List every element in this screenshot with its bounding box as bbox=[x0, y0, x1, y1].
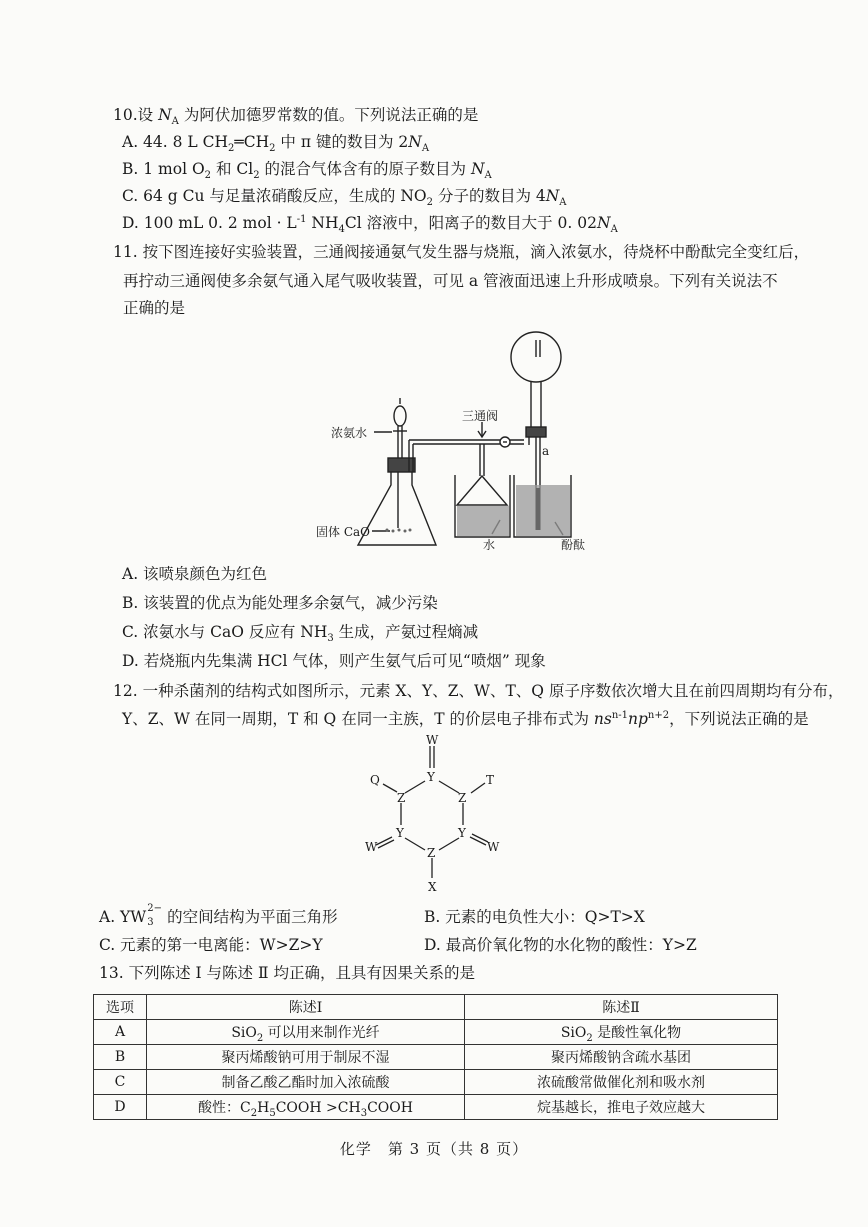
atom-t: T bbox=[486, 773, 495, 787]
q11-stem-line1: 11. 按下图连接好实验装置，三通阀接通氨气发生器与烧瓶，滴入浓氨水，待烧杯中酚酞完全变红后， bbox=[113, 243, 810, 261]
label-a: a bbox=[542, 444, 550, 458]
q13-table bbox=[93, 994, 778, 1120]
q10-option-d: D. 100 mL 0. 2 mol · $L^{-1}$ $NH_4Cl$ 溶液中，阳离子的数目大于 0. $02N_A$ bbox=[122, 213, 618, 236]
table-row bbox=[94, 1045, 778, 1070]
atom-y-right: Y bbox=[458, 826, 466, 840]
q11-stem-line3: 正确的是 bbox=[123, 299, 186, 317]
atom-z-left: Z bbox=[397, 791, 406, 805]
q12-option-c: C. 元素的第一电离能：W>Z>Y bbox=[99, 936, 323, 954]
atom-w-left: W bbox=[365, 840, 378, 854]
row-statement-1: 聚丙烯酸钠可用于制尿不湿 bbox=[147, 1045, 465, 1070]
q12-stem-line1: 12. 一种杀菌剂的结构式如图所示，元素 X、Y、Z、W、T、Q 原子序数依次增大且在前四周期均有分布， bbox=[113, 682, 844, 700]
row-statement-1: SiO$_2$ 可以用来制作光纤 bbox=[147, 1020, 465, 1045]
atom-y-left: Y bbox=[396, 826, 404, 840]
label-phenolphthalein: 酚酞 bbox=[561, 538, 586, 552]
q12-option-b: B. 元素的电负性大小：Q>T>X bbox=[424, 908, 645, 926]
page-footer: 化学 第 3 页（共 8 页） bbox=[339, 1140, 529, 1158]
q12-option-a: A. YW 2− 3 的空间结构为平面三角形 bbox=[99, 903, 338, 928]
label-three-way-valve: 三通阀 bbox=[462, 409, 499, 423]
atom-q: Q bbox=[370, 773, 380, 787]
q10-option-b: B. 1 mol $O_2$ 和 $Cl_2$ 的混合气体含有的原子数目为 $N_A$ bbox=[122, 160, 492, 182]
header-statement-2: 陈述Ⅱ bbox=[465, 995, 778, 1020]
atom-x: X bbox=[428, 880, 437, 894]
label-cao: 固体 CaO bbox=[316, 525, 370, 539]
header-option: 选项 bbox=[94, 995, 147, 1020]
row-statement-2: 聚丙烯酸钠含疏水基团 bbox=[465, 1045, 778, 1070]
label-ammonia: 浓氨水 bbox=[331, 426, 368, 440]
atom-y-top: Y bbox=[427, 770, 435, 784]
q11-option-c: C. 浓氨水与 CaO 反应有 $NH_3$ 生成，产氨过程熵减 bbox=[122, 623, 479, 645]
row-statement-1: 酸性：$C_2H_5COOH$ $>CH_3COOH$ bbox=[147, 1095, 465, 1120]
row-option: B bbox=[94, 1045, 147, 1070]
row-statement-2: 烷基越长，推电子效应越大 bbox=[465, 1095, 778, 1120]
atom-w-top: W bbox=[426, 733, 439, 747]
q11-stem-line2: 再拧动三通阀使多余氨气通入尾气吸收装置，可见 a 管液面迅速上升形成喷泉。下列有关说法不 bbox=[123, 272, 778, 290]
q10-option-c: C. 64 g Cu 与足量浓硝酸反应，生成的 $NO_2$ 分子的数目为 $4N_A$ bbox=[122, 187, 567, 209]
row-statement-2: SiO$_2$ 是酸性氧化物 bbox=[465, 1020, 778, 1045]
table-row bbox=[94, 1070, 778, 1095]
label-water: 水 bbox=[483, 538, 496, 552]
q12-stem-line2: Y、Z、W 在同一周期，T 和 Q 在同一主族，T 的价层电子排布式为 $ns^{n-1}np^{n+2}$，下列说法正确的是 bbox=[122, 709, 809, 728]
atom-w-right: W bbox=[487, 840, 500, 854]
row-option: C bbox=[94, 1070, 147, 1095]
row-statement-1: 制备乙酸乙酯时加入浓硫酸 bbox=[147, 1070, 465, 1095]
row-option: D bbox=[94, 1095, 147, 1120]
q11-option-d: D. 若烧瓶内先集满 HCl 气体，则产生氨气后可见“喷烟” 现象 bbox=[122, 652, 546, 670]
table-row bbox=[94, 1095, 778, 1120]
q11-option-b: B. 该装置的优点为能处理多余氨气，减少污染 bbox=[122, 594, 438, 612]
atom-z-bottom: Z bbox=[427, 846, 436, 860]
q10-stem: 10.设 $N_A$ 为阿伏加德罗常数的值。下列说法正确的是 bbox=[113, 106, 479, 128]
q13-stem: 13. 下列陈述 Ⅰ 与陈述 Ⅱ 均正确，且具有因果关系的是 bbox=[99, 964, 475, 982]
table-header-row bbox=[94, 995, 778, 1020]
q12-option-d: D. 最高价氧化物的水化物的酸性：Y>Z bbox=[424, 936, 697, 954]
atom-z-right: Z bbox=[458, 791, 467, 805]
row-statement-2: 浓硫酸常做催化剂和吸水剂 bbox=[465, 1070, 778, 1095]
table-row bbox=[94, 1020, 778, 1045]
row-option: A bbox=[94, 1020, 147, 1045]
header-statement-1: 陈述Ⅰ bbox=[147, 995, 465, 1020]
q10-option-a: A. 44. 8 L $CH_2═CH_2$ 中 π 键的数目为 $2N_A$ bbox=[122, 133, 430, 155]
q11-option-a: A. 该喷泉颜色为红色 bbox=[122, 565, 268, 583]
